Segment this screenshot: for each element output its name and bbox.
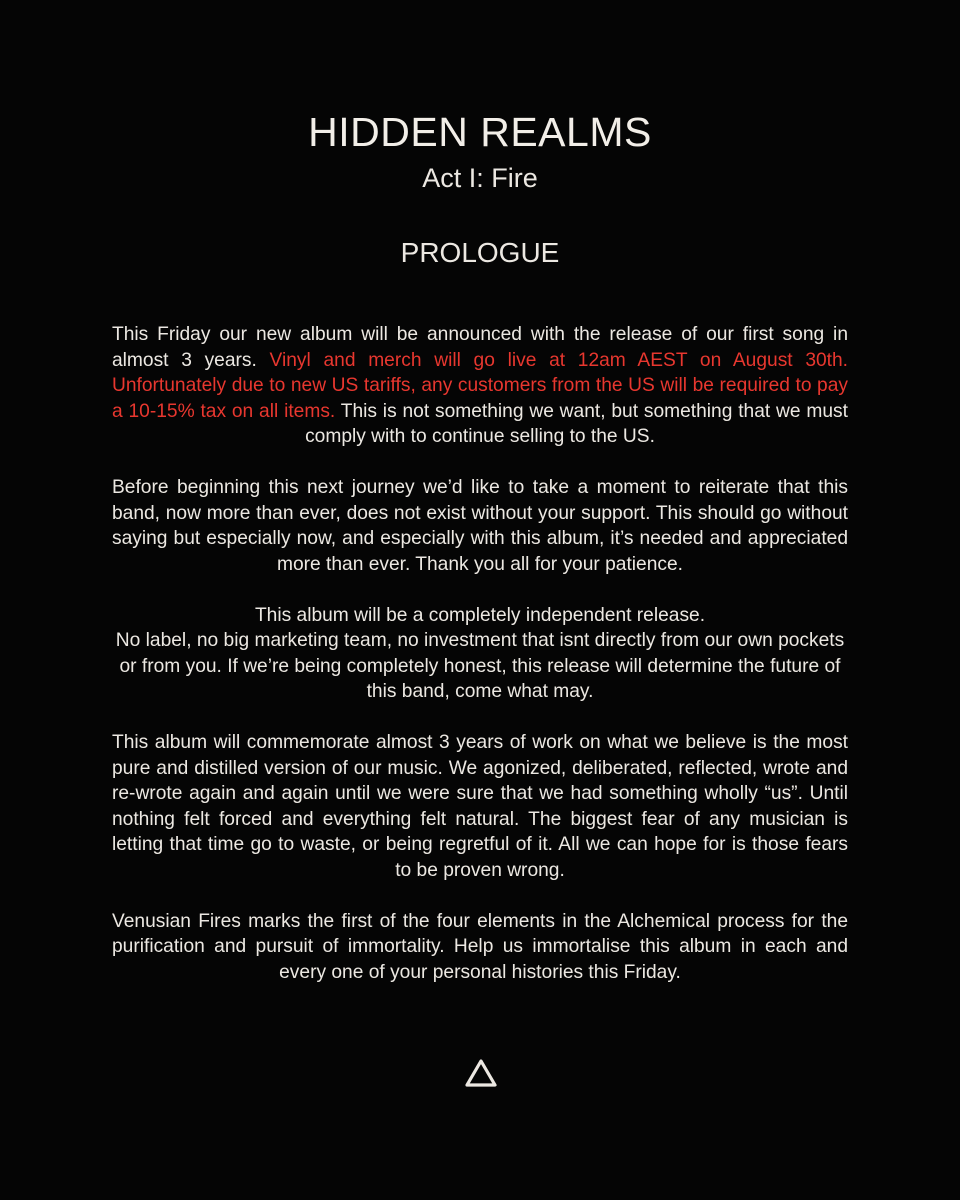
section-heading: PROLOGUE xyxy=(400,237,560,268)
paragraph-venusian-fires: Venusian Fires marks the first of the four elements in the Alchemical process for the purification and pursuit of immortality. Help us immortalise this album in each and every one of your personal histories this Friday. xyxy=(112,910,848,983)
independent-release-line: This album will be a completely independent release. xyxy=(254,604,706,626)
page-subtitle: Act I: Fire xyxy=(422,163,538,193)
announcement-body xyxy=(112,322,848,1011)
page-title: HIDDEN REALMS xyxy=(308,109,652,155)
release-info-text: This Friday our new album will be announced with the release of our first song in almost 3 years. xyxy=(112,324,848,371)
paragraph-release-info xyxy=(112,322,848,450)
independent-release-details: No label, no big marketing team, no investment that isnt directly from our own pockets or from you. If we’re being completely honest, this release will determine the future of this band, come what may. xyxy=(115,630,845,702)
fire-triangle-icon xyxy=(464,1058,498,1088)
release-info-text-continued: This is not something we want, but something that we must comply with to continue selling to the US. xyxy=(305,400,848,447)
paragraph-independent xyxy=(112,603,848,705)
paragraph-support: Before beginning this next journey we’d like to take a moment to reiterate that this band, now more than ever, does not exist without your support. This should go without saying but especially now, and especially with this album, it’s needed and appreciated more than ever. Thank you all for your patience. xyxy=(112,477,848,575)
paragraph-commemoration: This album will commemorate almost 3 years of work on what we believe is the most pure and distilled version of our music. We agonized, deliberated, reflected, wrote and re-wrote again and again until we were sure that we had something wholly “us”. Until nothing felt forced and everything felt natural. The biggest fear of any musician is letting that time go to waste, or being regretful of it. All we can hope for is those fears to be proven wrong. xyxy=(112,732,848,881)
tariff-notice: Vinyl and merch will go live at 12am AEST on August 30th. Unfortunately due to new US tariffs, any customers from the US will be required to pay a 10-15% tax on all items. xyxy=(112,349,848,422)
